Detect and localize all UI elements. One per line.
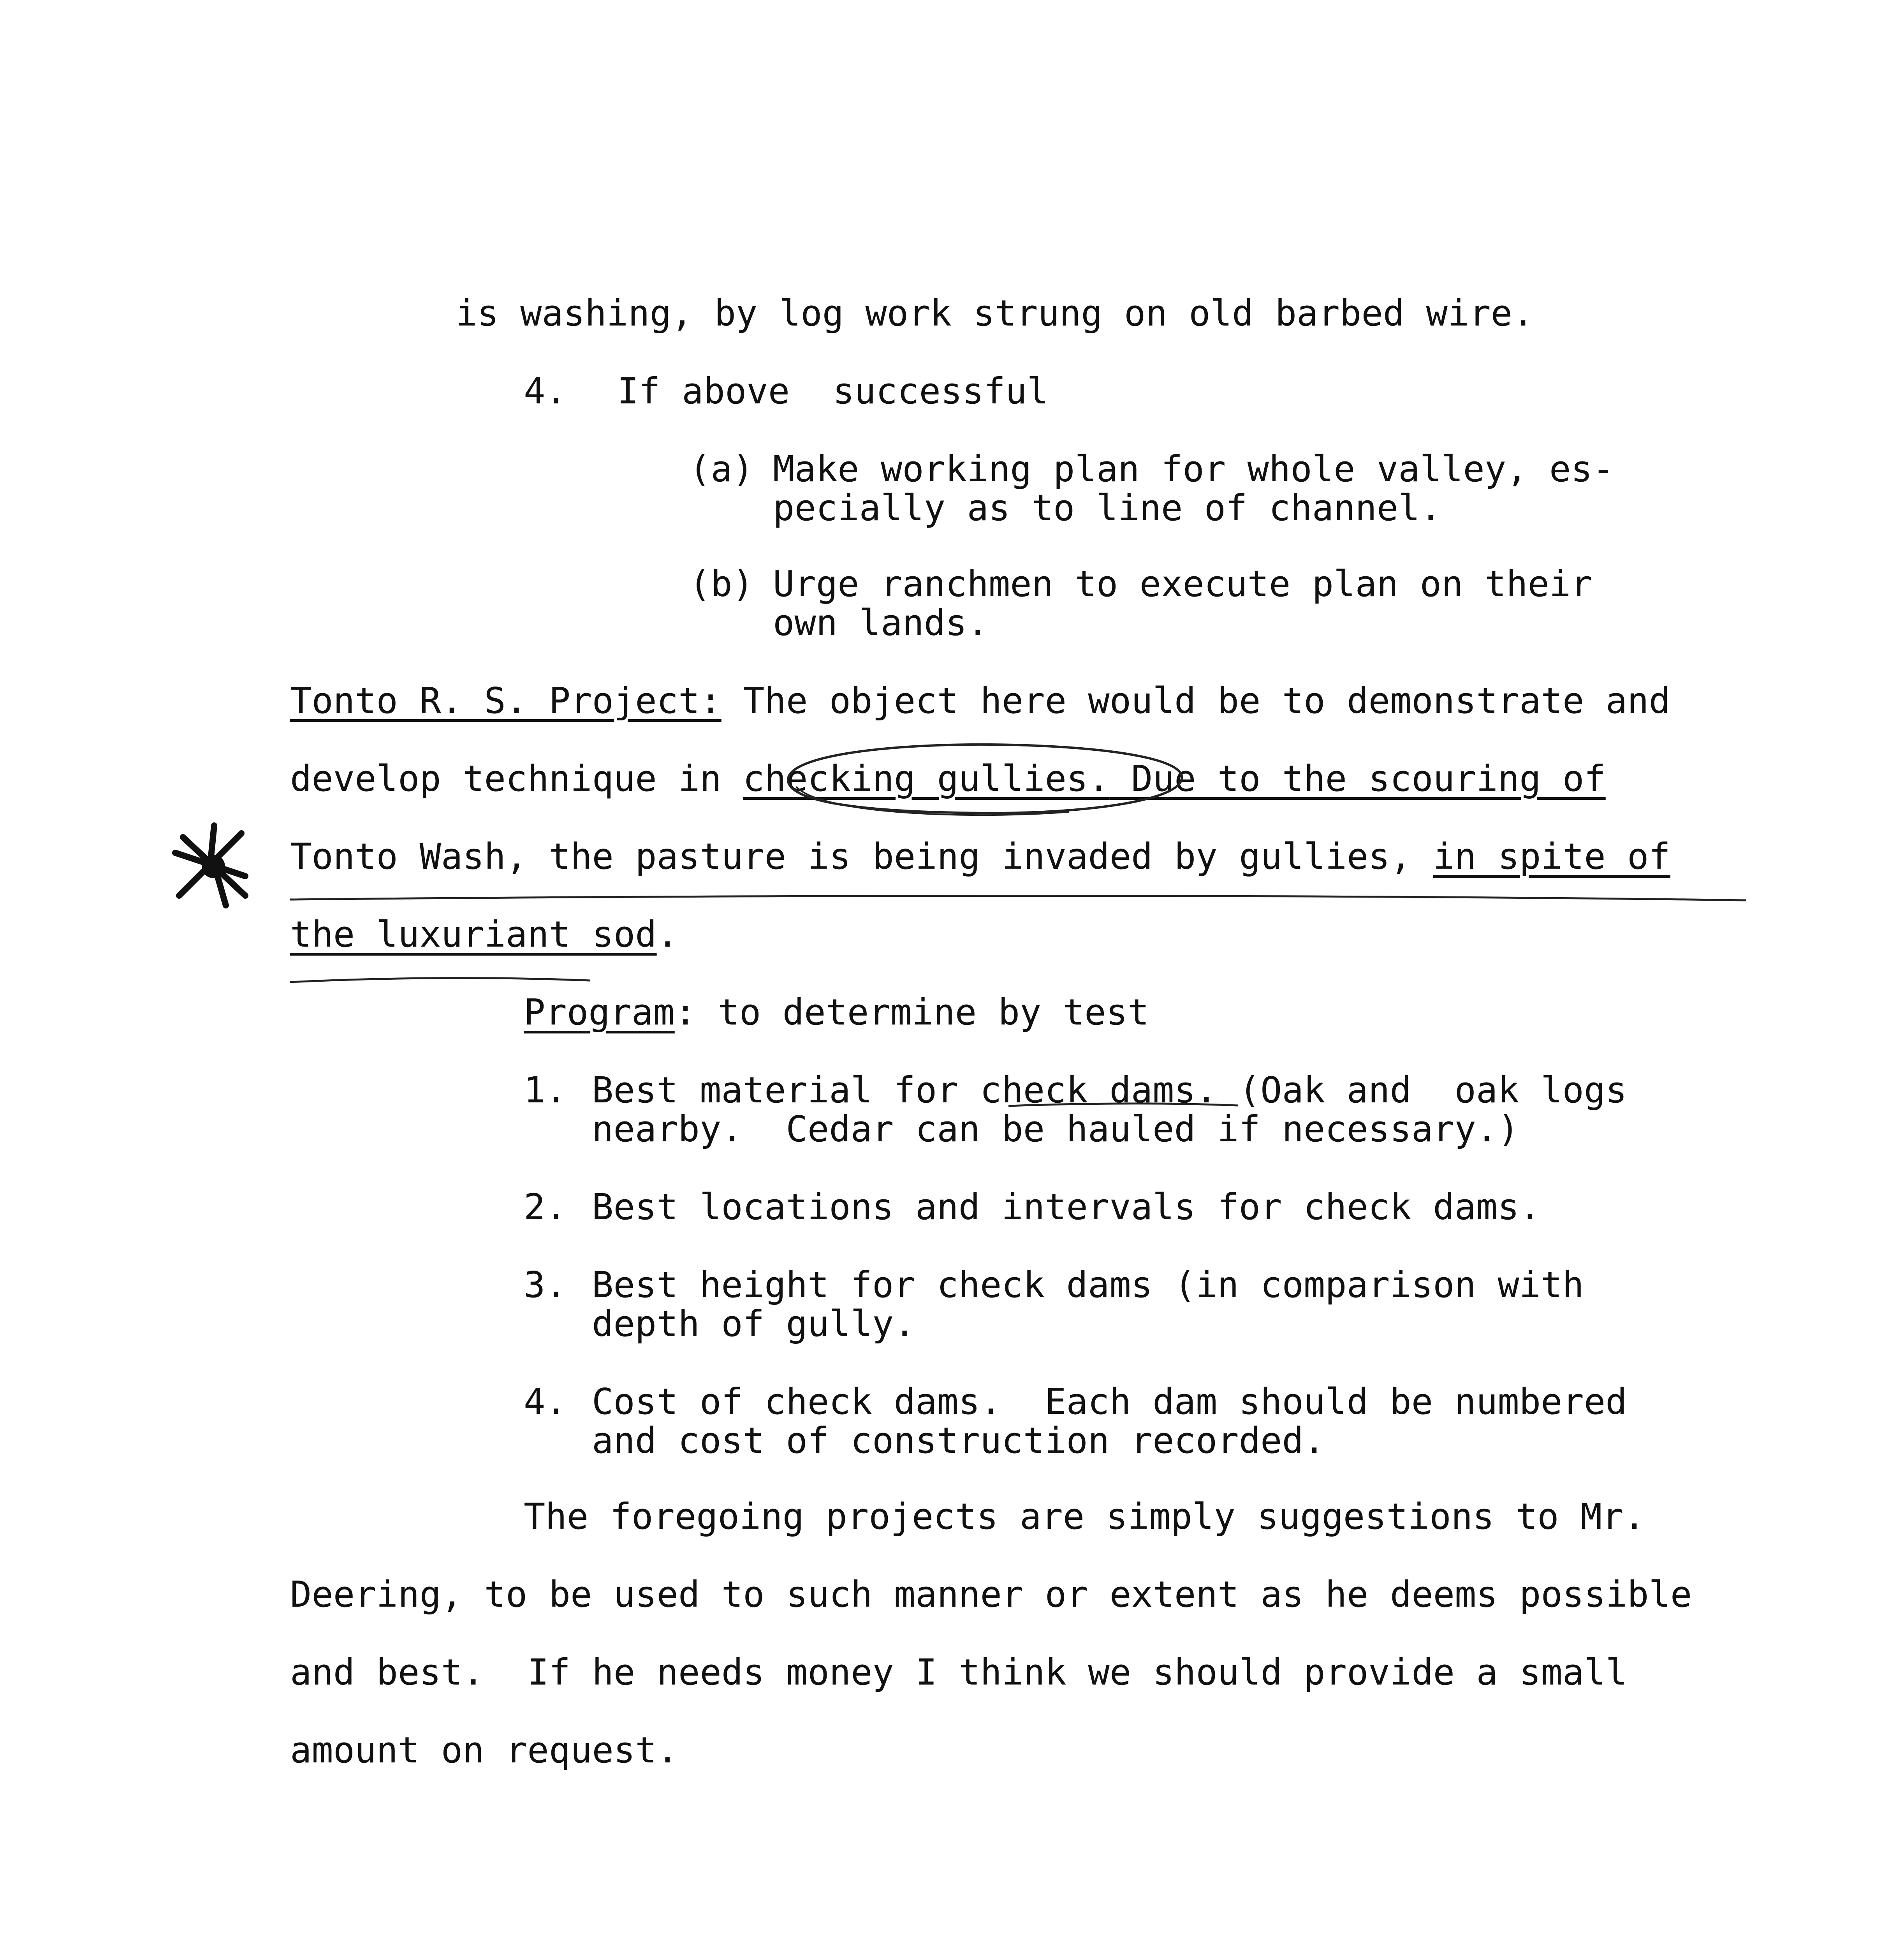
pen-underline-stroke — [290, 892, 1750, 907]
tonto-line-4-end: . — [656, 914, 678, 955]
closing-line-2: Deering, to be used to such manner or extent as he deems possible — [290, 1574, 1692, 1615]
tonto-line-1 — [290, 681, 1670, 720]
circled-phrase: checking gullies. — [743, 758, 1110, 799]
program-item-2-number: 2. — [524, 1186, 567, 1228]
sub-a-label: (a) — [689, 448, 754, 490]
closing-line-4: amount on request. — [290, 1729, 678, 1771]
program-item-3-line2: depth of gully. — [592, 1303, 915, 1345]
closing-line-3: and best. If he needs money I think we should provide a small — [290, 1651, 1628, 1693]
program-rest: : to determine by test — [674, 991, 1149, 1033]
program-item-1-number: 1. — [524, 1069, 567, 1111]
sub-b-line2: own lands. — [773, 602, 989, 644]
closing-line-1: The foregoing projects are simply suggestions to Mr. — [524, 1496, 1645, 1537]
sub-b-line1: Urge ranchmen to execute plan on their — [773, 563, 1593, 605]
tonto-heading: Tonto R. S. Project — [290, 680, 700, 722]
tonto-line-2-start: develop technique in — [290, 758, 743, 799]
item-4-number: 4. — [524, 370, 567, 412]
tonto-line-3 — [290, 837, 1670, 876]
program-item-4-line2: and cost of construction recorded. — [592, 1420, 1325, 1461]
tonto-line-3-start: Tonto Wash, the pasture is being invaded by gullies, — [290, 836, 1433, 877]
program-item-3-line1: Best height for check dams (in comparison with — [592, 1264, 1584, 1306]
tonto-heading-colon: : — [700, 680, 721, 722]
program-line — [524, 993, 1149, 1032]
program-item-2-line1: Best locations and intervals for check dams. — [592, 1186, 1541, 1228]
pen-circle-icon — [773, 740, 1209, 822]
pen-underline-stroke-2 — [290, 974, 594, 989]
intro-line: is washing, by log work strung on old barbed wire. — [456, 292, 1534, 334]
item-4-text: If above successful — [617, 370, 1049, 412]
sub-a-line1: Make working plan for whole valley, es- — [773, 448, 1614, 490]
tonto-line-4-underlined: the luxuriant sod — [290, 914, 657, 955]
tonto-line-4 — [290, 915, 678, 954]
tonto-line-2-end: Due to the scouring of — [1109, 758, 1606, 799]
program-item-4-line1: Cost of check dams. Each dam should be numbered — [592, 1381, 1627, 1422]
sub-b-label: (b) — [689, 563, 754, 605]
program-item-1-line2: nearby. Cedar can be hauled if necessary.) — [592, 1108, 1519, 1150]
program-item-4-number: 4. — [524, 1381, 567, 1422]
sub-a-line2: pecially as to line of channel. — [773, 487, 1442, 529]
program-item-3-number: 3. — [524, 1264, 567, 1306]
pen-underline-check-dams — [1008, 1100, 1242, 1112]
tonto-line-3-underlined: in spite of — [1433, 836, 1670, 877]
program-item-1-line1: Best material for check dams. (Oak and oak logs — [592, 1069, 1627, 1111]
program-heading: Program — [524, 991, 675, 1033]
tonto-line-1-rest: The object here would be to demonstrate and — [721, 680, 1670, 722]
asterisk-mark-icon — [167, 818, 261, 911]
